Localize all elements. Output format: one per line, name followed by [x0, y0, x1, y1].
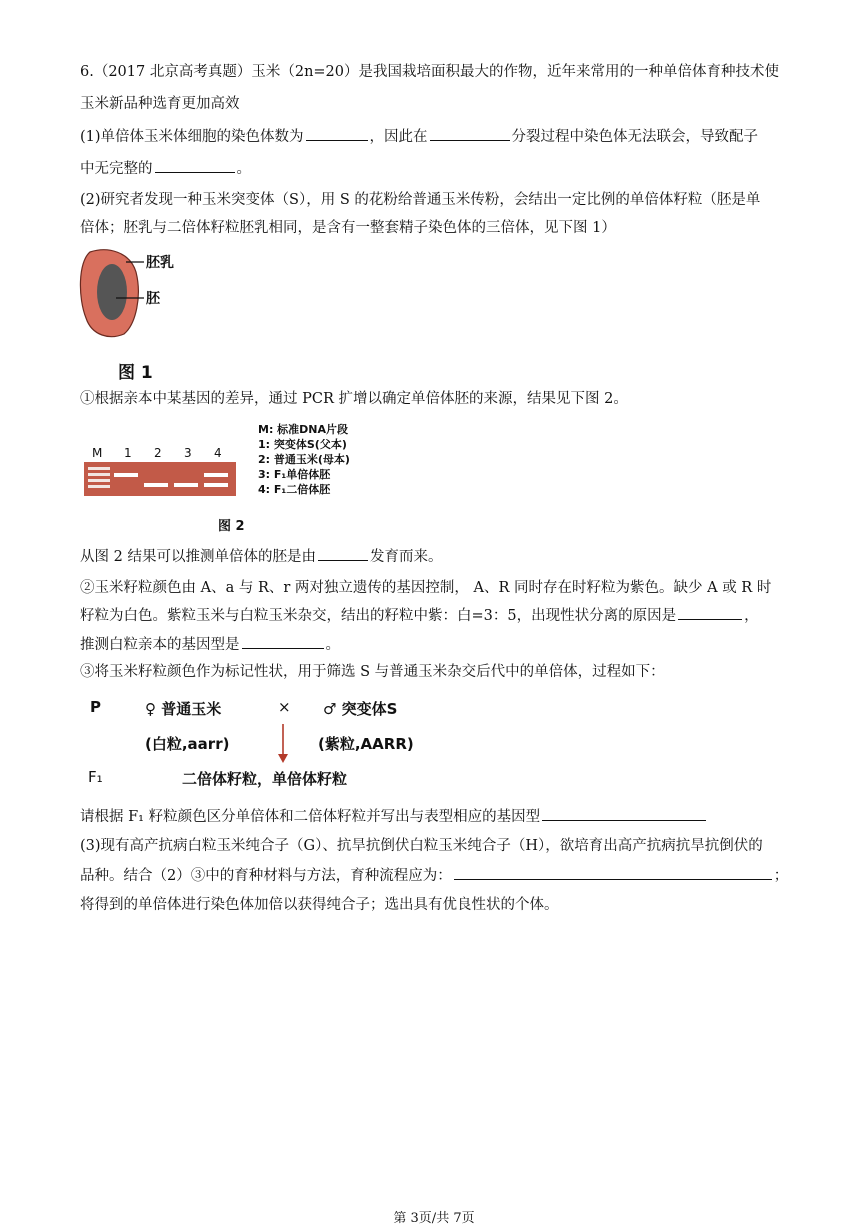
sub1-result-text-b: 发育而来。 [369, 549, 443, 565]
gel-legend-2: 2: 普通玉米(母本) [258, 453, 350, 466]
part1-text-e: 。 [236, 161, 251, 177]
question-header-line2: 玉米新品种选育更加高效 [80, 96, 240, 112]
gel-legend-3: 3: F₁单倍体胚 [258, 468, 331, 481]
down-arrow-icon [276, 724, 290, 764]
gel-band-lane2 [144, 483, 168, 487]
cross-f1-result: 二倍体籽粒，单倍体籽粒 [182, 770, 348, 788]
seed-diagram [78, 246, 198, 338]
part2-line1: (2)研究者发现一种玉米突变体（S），用 S 的花粉给普通玉米传粉，会结出一定比例的单倍体籽粒（胚是单 [80, 192, 761, 208]
sub2-line3 [80, 634, 340, 655]
answer-blank-chromosome-count[interactable] [306, 126, 368, 141]
page-footer: 第 3页/共 7页 [393, 1211, 475, 1226]
cross-female: ♀ 普通玉米 [145, 700, 222, 718]
gel-band-M-2 [88, 473, 110, 476]
sub1-text: ①根据亲本中某基因的差异，通过 PCR 扩增以确定单倍体胚的来源，结果见下图 2。 [80, 391, 628, 407]
part1-text-b: ，因此在 [369, 129, 428, 145]
seed-embryo-shape [97, 264, 127, 320]
cross-male-phenotype: (紫粒,AARR) [318, 735, 414, 753]
lane-label-4: 4 [214, 446, 222, 460]
part3-line1: (3)现有高产抗病白粒玉米纯合子（G）、抗旱抗倒伏白粒玉米纯合子（H），欲培育出高产抗病抗旱抗倒伏的 [80, 838, 763, 854]
gel-legend-4: 4: F₁二倍体胚 [258, 483, 331, 496]
lane-label-3: 3 [184, 446, 192, 460]
sub3-ask-line [80, 806, 708, 827]
part3-text-a: 品种。结合（2）③中的育种材料与方法，育种流程应为： [80, 868, 452, 884]
fig2-caption: 图 2 [218, 519, 245, 534]
gel-band-lane1 [114, 473, 138, 477]
gel-band-M-3 [88, 479, 110, 482]
sub2-text-a: 籽粒为白色。紫粒玉米与白粒玉米杂交，结出的籽粒中紫：白=3：5，出现性状分离的原因是 [80, 608, 677, 624]
fig1-label-endosperm: 胚乳 [146, 255, 174, 271]
gel-legend-M: M: 标准DNA片段 [258, 423, 349, 436]
cross-male: ♂ 突变体S [323, 700, 398, 718]
sub3-ask-text: 请根据 F₁ 籽粒颜色区分单倍体和二倍体籽粒并写出与表型相应的基因型 [80, 809, 541, 825]
gel-band-M-1 [88, 467, 110, 470]
part1-text-d: 中无完整的 [80, 161, 153, 177]
answer-blank-segregation-reason[interactable] [678, 605, 742, 620]
part3-text-b: ； [773, 868, 789, 884]
answer-blank-white-genotype[interactable] [242, 634, 324, 649]
answer-blank-embryo-origin[interactable] [318, 546, 368, 561]
gel-band-M-4 [88, 485, 110, 488]
part3-line2 [80, 865, 788, 886]
lane-label-1: 1 [124, 446, 132, 460]
cross-female-phenotype: (白粒,aarr) [145, 735, 230, 753]
answer-blank-complete-set[interactable] [155, 158, 235, 173]
lane-label-2: 2 [154, 446, 162, 460]
sub1-result-line [80, 546, 442, 567]
part3-line3: 将得到的单倍体进行染色体加倍以获得纯合子；选出具有优良性状的个体。 [80, 897, 559, 913]
gel-band-lane4-upper [204, 473, 228, 477]
gel-image [84, 462, 236, 496]
part1-line2 [80, 158, 251, 179]
part1-text-a: (1)单倍体玉米体细胞的染色体数为 [80, 129, 304, 145]
gel-band-lane4-lower [204, 483, 228, 487]
cross-f1-label: F₁ [88, 768, 103, 786]
sub2-line2 [80, 605, 759, 626]
question-header-line1: 6.（2017 北京高考真题）玉米（2n=20）是我国栽培面积最大的作物，近年来常用的一种单倍体育种技术使 [80, 64, 780, 80]
sub2-line1: ②玉米籽粒颜色由 A、a 与 R、r 两对独立遗传的基因控制， A、R 同时存在时籽粒为紫色。缺少 A 或 R 时 [80, 580, 772, 596]
part1-text-c: 分裂过程中染色体无法联会，导致配子 [511, 129, 759, 145]
fig1-caption: 图 1 [118, 363, 153, 383]
sub2-text-c: 推测白粒亲本的基因型是 [80, 637, 240, 653]
answer-blank-f1-genotypes[interactable] [542, 806, 706, 821]
sub1-result-text-a: 从图 2 结果可以推测单倍体的胚是由 [80, 549, 316, 565]
lane-label-M: M [92, 446, 103, 460]
sub2-text-b: ， [744, 608, 759, 624]
part1-line1 [80, 126, 758, 147]
sub3-text: ③将玉米籽粒颜色作为标记性状，用于筛选 S 与普通玉米杂交后代中的单倍体，过程如下： [80, 664, 665, 680]
cross-p-label: P [90, 698, 101, 716]
cross-times-symbol: × [278, 698, 291, 716]
answer-blank-breeding-process[interactable] [454, 865, 772, 880]
part2-line2: 倍体；胚乳与二倍体籽粒胚乳相同，是含有一整套精子染色体的三倍体，见下图 1） [80, 220, 616, 236]
sub2-text-d: 。 [325, 637, 340, 653]
gel-band-lane3 [174, 483, 198, 487]
answer-blank-division-type[interactable] [430, 126, 510, 141]
fig1-label-embryo: 胚 [146, 291, 160, 307]
gel-legend-1: 1: 突变体S(父本) [258, 438, 347, 451]
